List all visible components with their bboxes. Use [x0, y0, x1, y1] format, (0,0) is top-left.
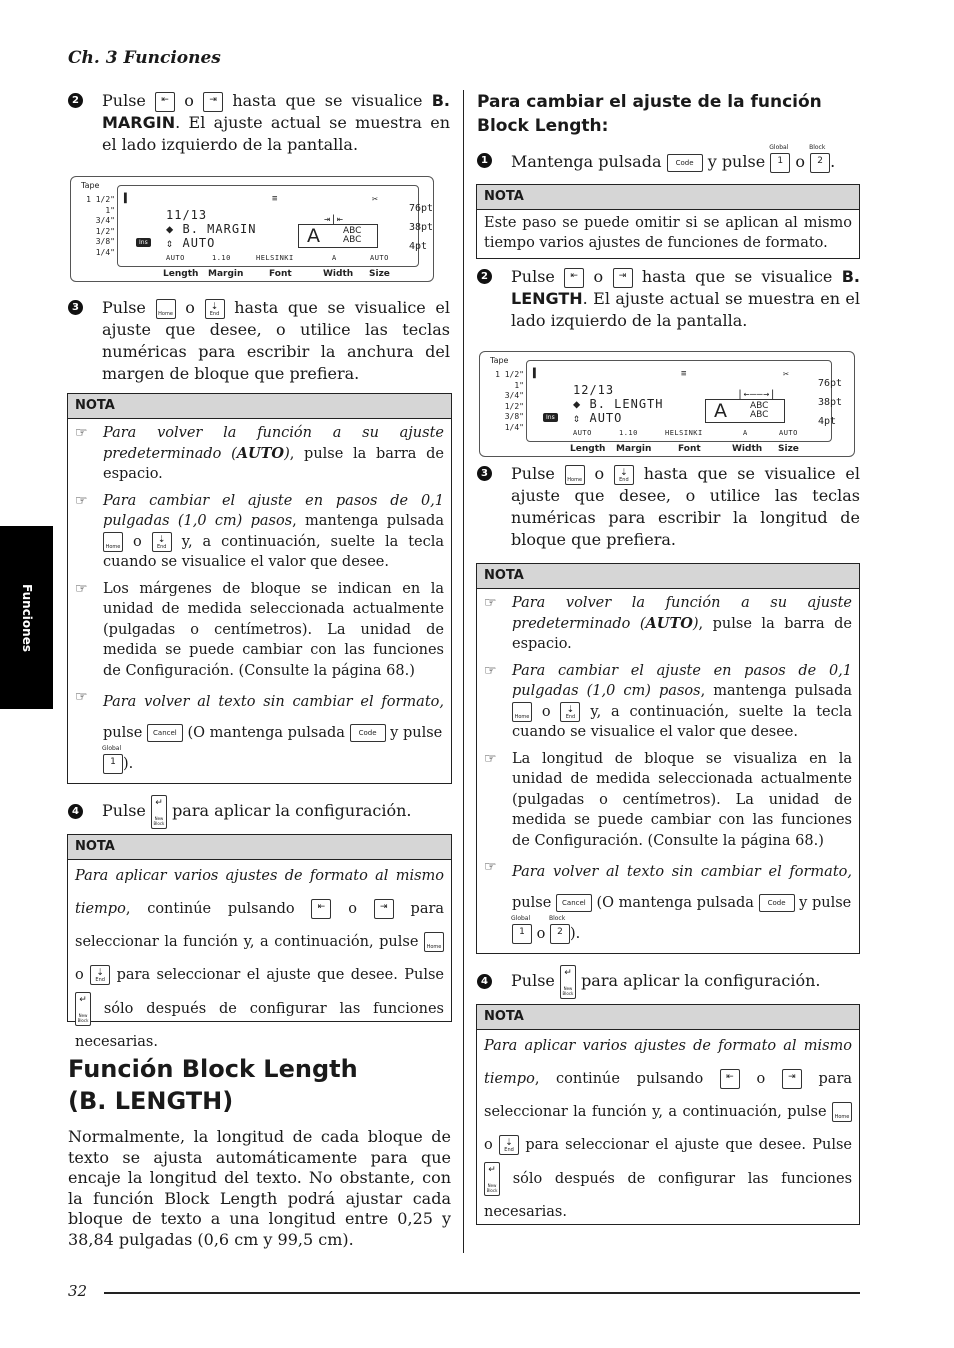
updown-arrow-icon: ⇕ — [573, 411, 582, 425]
nota-text: y, a continuación, suelte la tecla cuando se visualice el valor que desee. — [512, 703, 853, 740]
label-width: Width — [732, 444, 763, 454]
status-margin: 1.10 — [212, 254, 231, 262]
pointing-hand-icon: ☞ — [484, 750, 497, 767]
scale-item: 1 1/2" — [495, 370, 524, 379]
nota-text: , mantenga pulsada — [292, 513, 444, 529]
nota-text: , continúe pulsando — [125, 901, 295, 917]
right-nota-0 — [476, 184, 860, 259]
ins-indicator: Ins — [543, 413, 558, 422]
nota-text: Los márgenes de bloque se indican en la unidad de medida seleccionada actualmente (pulgadas o centímetros). La unidad de medida se puede cambiar con las funciones de Configuración. (Consulte la página 68.) — [103, 580, 444, 679]
intro-paragraph: Normalmente, la longitud de cada bloque de texto se ajusta automáticamente para que encaje la longitud del texto. No obstante, con la función Block Length podrá ajustar cada bloque de texto a una longitud entre 0,25 y 38,84 pulgadas (0,6 cm y 99,5 cm). — [68, 1127, 451, 1249]
key-digit: 1 — [519, 927, 525, 937]
key-label: New Block — [153, 815, 165, 826]
scale-item: 1 1/2" — [86, 195, 115, 204]
step-number-4: 4 — [68, 804, 83, 819]
label-size: Size — [369, 269, 390, 279]
key-label: Home — [514, 713, 530, 720]
scale-item: 1/2" — [95, 226, 115, 236]
step-text: Pulse — [102, 801, 146, 820]
key-label: New Block — [77, 1013, 89, 1023]
nota-text: pulse — [512, 895, 552, 911]
lcd-point-sizes — [409, 199, 433, 256]
left-arrow-key-icon: ⇤ — [564, 268, 584, 288]
scale-item: 1" — [514, 380, 524, 390]
key-label: Home — [567, 476, 583, 483]
step-text: para aplicar la configuración. — [172, 801, 412, 820]
nota-text: AUTO — [645, 614, 693, 632]
end-key-icon: ⇣ End — [499, 1135, 519, 1155]
key-digit: 1 — [777, 155, 784, 166]
label-length: Length — [570, 444, 606, 454]
pt-size: 4pt — [409, 241, 428, 252]
nota-text: para seleccionar el ajuste que desee. Pulse — [525, 1137, 853, 1153]
lcd-function: B. LENGTH — [589, 397, 664, 411]
right-step-3 — [477, 463, 860, 551]
scale-item: 3/8" — [504, 412, 524, 421]
code-key-icon: Code — [759, 894, 795, 912]
nota-bullet — [75, 491, 444, 573]
left-step-4 — [68, 794, 450, 829]
nota-text: o — [484, 1137, 493, 1153]
status-font: HELSINKI — [665, 429, 703, 437]
key-label: End — [619, 476, 629, 483]
margin-arrows-icon: ⇥|⇤ — [324, 214, 344, 225]
step-text: o — [795, 152, 805, 171]
nota-bullet — [75, 687, 444, 780]
nota-text: La longitud de bloque se visualiza en la unidad de medida seleccionada actualmente (pulgadas o centímetros). La unidad de medida se puede cambiar con las funciones de Configuración. (Consulte la página 68.) — [512, 750, 852, 849]
right-nota-1 — [476, 563, 860, 954]
column-divider — [463, 90, 464, 1253]
font-preview-box — [298, 224, 378, 248]
lcd-tape-label: Tape — [490, 356, 509, 365]
nota-text: Para aplicar varios ajustes de formato al mismo tiempo — [484, 1038, 852, 1087]
step-number-2: 2 — [477, 269, 492, 284]
end-key-icon: ⇣ End — [205, 299, 225, 319]
home-key-icon — [156, 299, 176, 319]
nota-text: y pulse — [390, 725, 443, 741]
cursor-icon: ▌ — [124, 194, 130, 204]
cursor-icon: ▌ — [533, 369, 539, 379]
pointing-hand-icon: ☞ — [484, 859, 497, 875]
block-key-icon — [548, 915, 570, 944]
new-block-key-icon: ↵ New Block — [151, 795, 167, 829]
home-key-icon — [512, 702, 532, 722]
key-top-label: Block — [809, 143, 826, 151]
nota-text: , mantenga pulsada — [700, 683, 852, 699]
label-width: Width — [323, 269, 354, 279]
key-digit: 1 — [110, 757, 116, 767]
key-label: End — [95, 977, 105, 983]
key-label: End — [565, 713, 576, 720]
home-key-icon — [424, 932, 444, 952]
updown-arrow-icon: ◆ — [573, 397, 582, 411]
key-label: End — [156, 543, 167, 550]
label-length: Length — [163, 269, 199, 279]
lcd-line-1: 11/13 — [166, 208, 208, 222]
pointing-hand-icon: ☞ — [75, 492, 88, 509]
step-text: o — [594, 464, 605, 483]
nota-text: (O mantenga pulsada — [187, 725, 345, 741]
end-key-icon: ⇣ End — [90, 965, 110, 985]
font-preview-letter: A — [714, 400, 727, 422]
nota-text: para seleccionar la función y, a continuación, pulse — [484, 1071, 853, 1120]
nota-text: Para aplicar varios ajustes de formato al mismo tiempo — [75, 868, 444, 917]
status-length: AUTO — [573, 429, 592, 437]
right-nota-2 — [476, 1004, 860, 1225]
code-key-icon: Code — [667, 154, 703, 172]
pointing-hand-icon: ☞ — [75, 580, 88, 597]
nota-bullet — [75, 579, 444, 682]
scissors-icon: ✂ — [372, 194, 379, 205]
right-arrow-key-icon: ⇥ — [203, 92, 223, 112]
step-text: . El ajuste actual se muestra en el lado izquierdo de la pantalla. — [511, 289, 860, 330]
right-arrow-key-icon: ⇥ — [782, 1069, 802, 1089]
step-text: o — [185, 298, 195, 317]
key-label: Home — [426, 944, 442, 950]
key-label: Home — [105, 543, 121, 550]
key-label: New Block — [486, 1183, 498, 1193]
footer-rule — [104, 1292, 860, 1294]
abc-text: ABC — [343, 226, 362, 236]
step-text: hasta que se visualice el ajuste que desee, o utilice las teclas numéricas para escribir la longitud de bloque que prefiera. — [511, 464, 861, 549]
scale-item: 3/4" — [95, 216, 115, 225]
status-size: AUTO — [370, 254, 389, 262]
scale-item: 1/4" — [504, 422, 524, 432]
lcd-screen — [526, 360, 832, 442]
step-text: o — [593, 267, 604, 286]
nota-bullet — [484, 593, 852, 655]
status-size: AUTO — [779, 429, 798, 437]
side-tab-label: Funciones — [19, 583, 34, 652]
nota-text: , continúe pulsando — [534, 1071, 704, 1087]
nota-title: NOTA — [68, 394, 451, 419]
global-key-icon — [769, 143, 790, 173]
right-arrow-key-icon: ⇥ — [613, 268, 633, 288]
end-key-icon: ⇣ End — [152, 532, 172, 552]
nota-text: , pulse la barra de espacio. — [512, 615, 853, 652]
step-text: Pulse — [511, 971, 555, 990]
step-text: hasta que se visualice — [641, 267, 833, 286]
lcd-value: AUTO — [182, 236, 216, 250]
ins-indicator: Ins — [136, 238, 151, 247]
right-arrow-key-icon: ⇥ — [374, 899, 394, 919]
nota-bullet — [484, 749, 852, 852]
new-block-key-icon: ↵ New Block — [75, 992, 91, 1026]
key-top-label: Global — [511, 915, 531, 922]
left-arrow-key-icon: ⇤ — [720, 1069, 740, 1089]
lcd-tape-scale — [77, 195, 115, 258]
nota-text: , pulse la barra de espacio. — [103, 445, 444, 482]
nota-text: Para cambiar el ajuste en pasos de 0,1 pulgadas (1,0 cm) pasos — [103, 492, 444, 529]
side-tab — [0, 526, 53, 709]
nota-text: AUTO — [236, 444, 285, 462]
pointing-hand-icon: ☞ — [484, 662, 497, 679]
step-text: hasta que se visualice — [232, 91, 423, 110]
lcd-tape-scale — [486, 370, 524, 433]
chapter-header: Ch. 3 Funciones — [68, 48, 221, 68]
step-number-2: 2 — [68, 93, 83, 108]
right-step-2 — [477, 266, 860, 332]
right-step-4 — [477, 964, 860, 999]
left-arrow-key-icon: ⇤ — [155, 92, 175, 112]
step-text: y pulse — [707, 152, 766, 171]
key-label: New Block — [562, 985, 574, 996]
nota-bullet — [75, 423, 444, 485]
home-key-icon — [832, 1102, 852, 1122]
nota-bullet — [484, 661, 852, 743]
abc-text: ABC — [750, 401, 769, 411]
status-width: A — [743, 429, 748, 437]
key-digit: 2 — [817, 155, 823, 166]
step-number-3: 3 — [68, 300, 83, 315]
label-font: Font — [678, 444, 701, 454]
step-text: Pulse — [102, 298, 146, 317]
nota-title: NOTA — [477, 1005, 859, 1030]
key-label: Home — [834, 1114, 850, 1120]
nota-text: o — [75, 967, 84, 983]
global-key-icon — [102, 745, 123, 774]
nota-text: Para volver la función a su ajuste predeterminado ( — [512, 595, 852, 632]
new-block-key-icon: ↵ New Block — [484, 1162, 500, 1196]
abc-text: ABC — [750, 410, 769, 420]
function-name: B. MARGIN — [102, 91, 450, 132]
label-size: Size — [778, 444, 799, 454]
home-key-icon — [103, 532, 123, 552]
scale-item: 3/4" — [504, 391, 524, 400]
lcd-line-3 — [166, 236, 215, 250]
pointing-hand-icon: ☞ — [484, 595, 497, 611]
status-width: A — [332, 254, 337, 262]
nota-text: o — [541, 703, 551, 720]
nota-bullet — [484, 857, 852, 950]
section-title — [68, 1053, 453, 1117]
scale-item: 3/8" — [95, 237, 115, 246]
status-length: AUTO — [166, 254, 185, 262]
code-key-icon: Code — [350, 724, 386, 742]
function-name: B. LENGTH — [511, 267, 860, 308]
left-step-3 — [68, 297, 450, 385]
left-arrow-key-icon: ⇤ — [311, 899, 331, 919]
nota-text: Para cambiar el ajuste en pasos de 0,1 pulgadas (1,0 cm) pasos — [512, 662, 852, 699]
nota-text: sólo después de configurar las funciones necesarias. — [484, 1171, 853, 1220]
step-number-3: 3 — [477, 466, 492, 481]
font-preview-abc — [343, 227, 361, 245]
nota-text: ). — [123, 756, 134, 772]
left-nota-2 — [67, 834, 452, 1050]
right-step-1 — [477, 143, 860, 174]
step-text: Pulse — [511, 464, 555, 483]
length-arrows-icon: |←——→| — [737, 389, 777, 400]
status-margin: 1.10 — [619, 429, 638, 437]
key-label: End — [504, 1147, 514, 1153]
nota-title: NOTA — [68, 835, 451, 860]
key-top-label: Global — [769, 143, 789, 151]
key-top-label: Block — [548, 915, 566, 922]
step-text: o — [184, 91, 194, 110]
nota-text: o — [756, 1071, 766, 1087]
pointing-hand-icon: ☞ — [75, 689, 88, 705]
nota-text: o — [348, 901, 357, 917]
key-digit: 2 — [557, 927, 563, 937]
nota-text: pulse — [103, 725, 143, 741]
left-step-2 — [68, 90, 450, 156]
pointing-hand-icon: ☞ — [75, 425, 88, 441]
label-font: Font — [269, 269, 292, 279]
section-title-line-2: (B. LENGTH) — [68, 1087, 234, 1115]
nota-text: sólo después de configurar las funciones necesarias. — [75, 1001, 445, 1050]
font-preview-box — [705, 399, 785, 423]
nota-text: y pulse — [799, 895, 852, 911]
right-heading: Para cambiar el ajuste de la función Block Length: — [477, 92, 822, 136]
nota-text: para seleccionar el ajuste que desee. Pulse — [116, 967, 445, 983]
page-number: 32 — [68, 1282, 88, 1300]
lcd-screen — [117, 185, 419, 267]
lcd-display-length — [479, 351, 855, 457]
step-number-1: 1 — [477, 153, 492, 168]
step-text: . El ajuste actual se muestra en el lado izquierdo de la pantalla. — [102, 113, 450, 154]
nota-text: Para volver al texto sin cambiar el formato, — [103, 694, 444, 710]
align-icon: ≡ — [272, 194, 278, 204]
nota-text: ) — [692, 615, 699, 632]
step-text: Mantenga pulsada — [511, 152, 662, 171]
step-text: Pulse — [511, 267, 555, 286]
abc-text: ABC — [343, 235, 362, 245]
lcd-tape-label: Tape — [81, 181, 100, 190]
step-text: Pulse — [102, 91, 146, 110]
nota-text: ). — [569, 926, 581, 942]
scale-item: 1" — [105, 205, 115, 215]
nota-title: NOTA — [477, 564, 859, 589]
label-margin: Margin — [616, 444, 652, 454]
global-key-icon — [511, 915, 532, 944]
new-block-key-icon: ↵ New Block — [560, 965, 576, 999]
left-nota-1 — [67, 393, 452, 784]
block-key-icon — [809, 143, 830, 173]
section-title-line-1: Función Block Length — [68, 1055, 358, 1083]
key-top-label: Global — [102, 745, 122, 752]
cancel-key-icon: Cancel — [556, 894, 592, 912]
home-key-icon — [565, 465, 585, 485]
cancel-key-icon: Cancel — [147, 724, 183, 742]
lcd-line-1: 12/13 — [573, 383, 615, 397]
nota-text: Este paso se puede omitir si se aplican al mismo tiempo varios ajustes de funciones de formato. — [484, 215, 852, 251]
nota-text: (O mantenga pulsada — [596, 895, 754, 911]
updown-arrow-icon: ◆ — [166, 222, 175, 236]
font-preview-abc — [750, 402, 768, 420]
key-label: Home — [158, 310, 173, 317]
nota-text: Para volver al texto sin cambiar el formato, — [512, 864, 852, 880]
nota-text: y, a continuación, suelte la tecla cuando se visualice el valor que desee. — [103, 533, 445, 570]
step-text: hasta que se visualice el ajuste que desee, o utilice las teclas numéricas para escribir la anchura del margen de bloque que prefiera. — [102, 298, 451, 383]
align-icon: ≡ — [681, 369, 687, 379]
pt-size: 38pt — [409, 222, 434, 233]
lcd-line-2 — [166, 222, 257, 236]
lcd-point-sizes — [818, 374, 842, 431]
scale-item: 1/2" — [504, 401, 524, 411]
nota-title: NOTA — [477, 185, 859, 210]
nota-text: o — [536, 926, 546, 942]
key-label: End — [209, 310, 220, 317]
nota-text: para seleccionar la función y, a continuación, pulse — [75, 901, 445, 950]
lcd-function: B. MARGIN — [182, 222, 257, 236]
step-text: para aplicar la configuración. — [581, 971, 821, 990]
status-font: HELSINKI — [256, 254, 294, 262]
nota-text: o — [132, 533, 142, 550]
scale-item: 1/4" — [95, 247, 115, 257]
font-preview-letter: A — [307, 225, 320, 247]
lcd-value: AUTO — [589, 411, 623, 425]
end-key-icon: ⇣ End — [614, 465, 634, 485]
pt-size: 76pt — [818, 378, 843, 389]
step-number-4: 4 — [477, 974, 492, 989]
pt-size: 76pt — [409, 203, 434, 214]
step-text: . — [830, 152, 836, 171]
end-key-icon: ⇣ End — [560, 702, 580, 722]
lcd-line-3 — [573, 411, 622, 425]
label-margin: Margin — [208, 269, 244, 279]
scissors-icon: ✂ — [783, 369, 790, 380]
pt-size: 38pt — [818, 397, 843, 408]
nota-text: Para volver la función a su ajuste predeterminado ( — [103, 425, 444, 462]
nota-text: ) — [284, 445, 290, 462]
lcd-display-margin — [70, 176, 434, 282]
pt-size: 4pt — [818, 416, 837, 427]
updown-arrow-icon: ⇕ — [166, 236, 175, 250]
lcd-line-2 — [573, 397, 664, 411]
